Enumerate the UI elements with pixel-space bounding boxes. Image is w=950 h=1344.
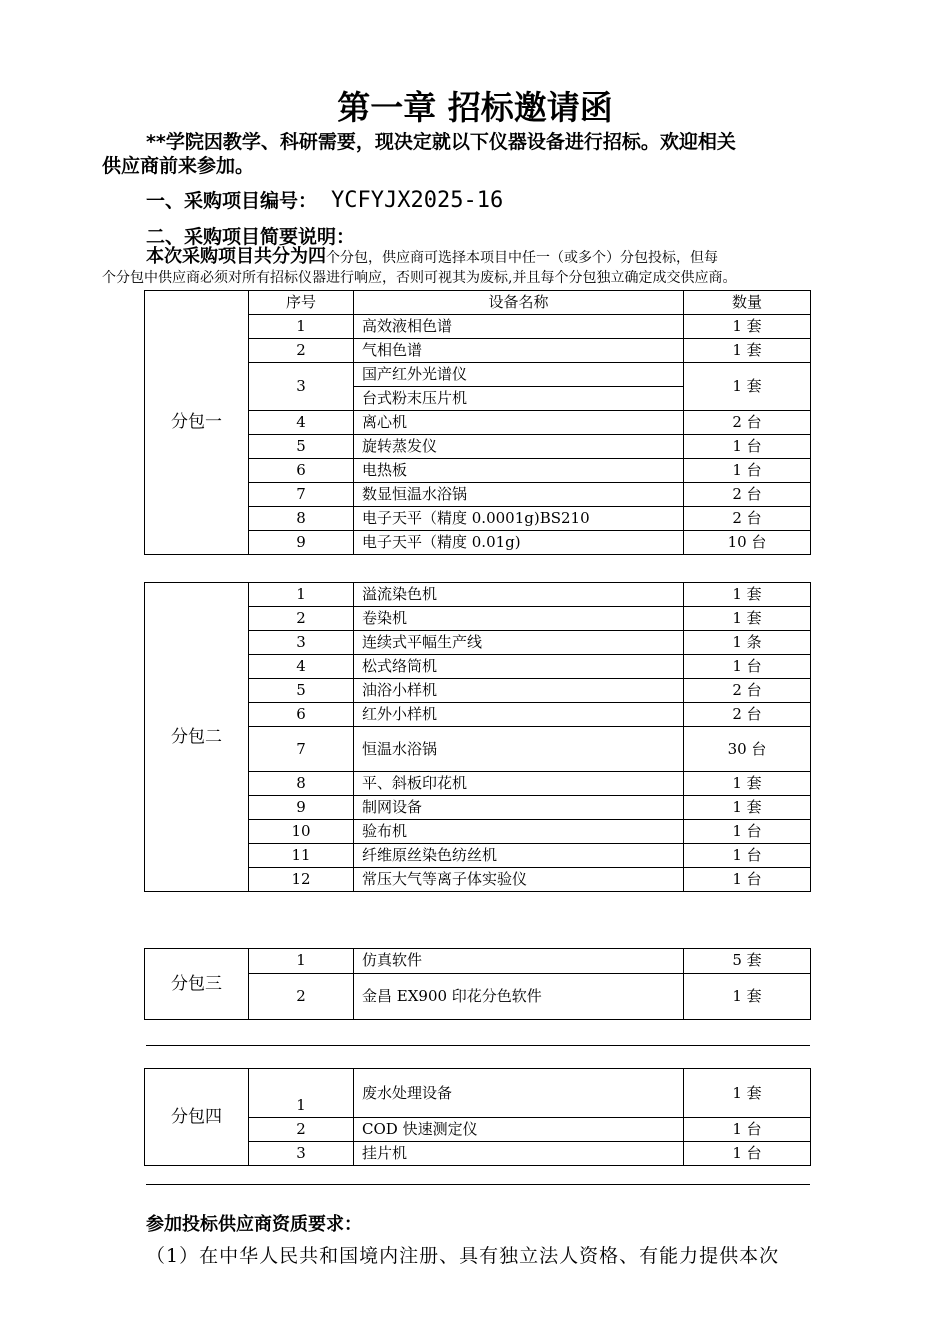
row-qty: 1 套 [684,583,811,607]
row-qty: 2 台 [684,703,811,727]
row-name: 连续式平幅生产线 [354,631,684,655]
row-no: 7 [249,483,354,507]
row-qty: 2 台 [684,411,811,435]
project-number-label: 一、采购项目编号： [146,190,318,212]
chapter-title: 第一章 招标邀请函 [337,88,613,127]
row-name: 电子天平（精度 0.01g) [354,531,684,555]
row-qty: 1 台 [684,435,811,459]
row-name: 纤维原丝染色纺丝机 [354,844,684,868]
row-no: 9 [249,796,354,820]
row-qty: 1 台 [684,868,811,892]
row-no: 8 [249,507,354,531]
row-qty: 1 台 [684,459,811,483]
row-name: 挂片机 [354,1142,684,1166]
row-name: COD 快速测定仪 [354,1118,684,1142]
row-no: 2 [249,339,354,363]
row-qty: 2 台 [684,507,811,531]
row-qty: 10 台 [684,531,811,555]
row-qty: 1 台 [684,655,811,679]
row-qty: 1 台 [684,1118,811,1142]
package-label: 分包二 [145,583,249,892]
row-name: 高效液相色谱 [354,315,684,339]
divider [146,1045,810,1046]
requirements-heading: 参加投标供应商资质要求： [146,1214,362,1235]
row-no: 1 [249,315,354,339]
row-no: 10 [249,820,354,844]
row-no: 3 [249,363,354,411]
row-name: 油浴小样机 [354,679,684,703]
row-qty: 1 套 [684,339,811,363]
package-label: 分包三 [145,949,249,1020]
row-qty: 1 套 [684,315,811,339]
row-name: 验布机 [354,820,684,844]
summary-lead: 本次采购项目共分为四 [146,246,326,267]
row-qty: 30 台 [684,727,811,772]
row-no: 3 [249,631,354,655]
row-no: 4 [249,411,354,435]
row-no: 9 [249,531,354,555]
row-no: 6 [249,703,354,727]
row-qty: 1 套 [684,772,811,796]
requirement-item-1: （1）在中华人民共和国境内注册、具有独立法人资格、有能力提供本次 [146,1245,780,1267]
row-name: 金昌 EX900 印花分色软件 [354,973,684,1019]
row-qty: 2 台 [684,679,811,703]
row-name: 国产红外光谱仪 [354,363,684,387]
row-no: 2 [249,973,354,1019]
row-qty: 1 台 [684,820,811,844]
summary-heading: 二、采购项目简要说明： [146,226,356,248]
row-name: 数显恒温水浴锅 [354,483,684,507]
row-qty: 1 套 [684,973,811,1019]
header-qty: 数量 [684,291,811,315]
divider [146,1184,810,1185]
row-name: 平、斜板印花机 [354,772,684,796]
row-no: 1 [249,583,354,607]
package-1-table [144,290,811,555]
package-label: 分包一 [145,291,249,555]
row-name: 仿真软件 [354,949,684,974]
row-name: 制网设备 [354,796,684,820]
header-no: 序号 [249,291,354,315]
row-qty: 1 台 [684,844,811,868]
table-header-row [145,291,811,315]
table-row [145,583,811,607]
row-name: 卷染机 [354,607,684,631]
project-number-value: YCFYJX2025-16 [331,188,504,213]
row-no: 3 [249,1142,354,1166]
row-qty: 1 套 [684,796,811,820]
intro-paragraph [102,130,862,178]
project-number-line [146,186,503,213]
header-name: 设备名称 [354,291,684,315]
row-no: 7 [249,727,354,772]
table-row [145,949,811,974]
row-no: 11 [249,844,354,868]
row-qty: 1 套 [684,363,811,411]
row-qty: 1 台 [684,1142,811,1166]
row-name: 废水处理设备 [354,1069,684,1118]
row-qty: 1 套 [684,607,811,631]
row-qty: 1 条 [684,631,811,655]
package-4-table [144,1068,811,1166]
row-no: 5 [249,679,354,703]
row-name: 恒温水浴锅 [354,727,684,772]
intro-line-1: **学院因教学、科研需要，现决定就以下仪器设备进行招标。欢迎相关 [146,131,736,153]
summary-line-2: 个分包中供应商必须对所有招标仪器进行响应，否则可视其为废标,并且每个分包独立确定成交供应商。 [102,270,737,286]
row-name: 红外小样机 [354,703,684,727]
row-name: 松式络筒机 [354,655,684,679]
row-name: 旋转蒸发仪 [354,435,684,459]
row-no: 5 [249,435,354,459]
summary-rest: 个分包，供应商可选择本项目中任一（或多个）分包投标，但每 [326,250,718,266]
row-no: 1 [249,1069,354,1118]
row-no: 8 [249,772,354,796]
row-name: 电子天平（精度 0.0001g)BS210 [354,507,684,531]
row-no: 1 [249,949,354,974]
package-label: 分包四 [145,1069,249,1166]
row-name: 电热板 [354,459,684,483]
row-no: 2 [249,1118,354,1142]
row-name: 气相色谱 [354,339,684,363]
row-qty: 5 套 [684,949,811,974]
package-3-table [144,948,811,1020]
intro-line-2: 供应商前来参加。 [102,155,255,177]
package-2-table [144,582,811,892]
row-name: 溢流染色机 [354,583,684,607]
row-no: 4 [249,655,354,679]
row-qty: 1 套 [684,1069,811,1118]
row-qty: 2 台 [684,483,811,507]
row-name: 台式粉末压片机 [354,387,684,411]
row-no: 2 [249,607,354,631]
row-name: 离心机 [354,411,684,435]
table-row [145,1069,811,1118]
row-no: 6 [249,459,354,483]
summary-paragraph [102,246,862,289]
row-no: 12 [249,868,354,892]
row-name: 常压大气等离子体实验仪 [354,868,684,892]
